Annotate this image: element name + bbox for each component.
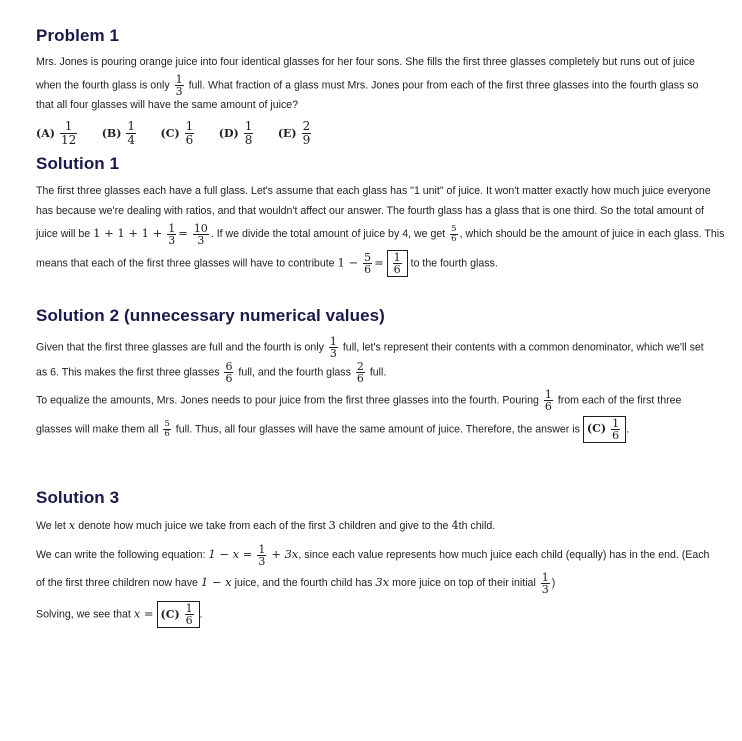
choice-a: (A) $\frac{1}{12}$ xyxy=(36,119,77,148)
fraction-one-third: $\frac{1}{3}$ xyxy=(541,570,549,596)
solution-1-line-4: means that each of the first three glasses will have to contribute 1 − $\frac{5}{6}$ = $\frac{1}{6}$ to the fourth glass. xyxy=(36,251,498,276)
solution-3-line-1: We let x denote how much juice we take from each of the first 3 children and give to the 4th child. xyxy=(36,518,496,532)
fraction-one-third: $\frac{1}{3}$ xyxy=(168,221,176,247)
choice-b: (B) $\frac{1}{4}$ xyxy=(101,119,136,148)
problem-title: Problem 1 xyxy=(36,26,120,45)
fraction-ten-thirds: $\frac{10}{3}$ xyxy=(193,221,208,247)
solution-3-line-3: of the first three children now have 1 − x juice, and the fourth child has 3x more juice on top of their initial $\frac{1}{3}$ ) xyxy=(36,570,556,596)
solution-2-line-2: as 6. This makes the first three glasses $\frac{6}{6}$ full, and the fourth glass $\frac{2}{6}$ full. xyxy=(36,360,387,386)
answer-choices xyxy=(36,120,726,147)
boxed-answer: (C) $\frac{1}{6}$ xyxy=(157,601,200,628)
fraction-one-third: $\frac{1}{3}$ xyxy=(175,73,183,98)
solution-2-title: Solution 2 (unnecessary numerical values) xyxy=(36,306,385,325)
solution-2-line-3: To equalize the amounts, Mrs. Jones needs to pour juice from the first three glasses into the fourth. Pouring $\frac{1}{6}$ from each of the first three xyxy=(36,387,682,413)
solution-2-line-4: glasses will make them all $\frac{5}{6}$ full. Thus, all four glasses will have the same amount of juice. Therefore, the answer is (C) $\frac{1}{6}$ . xyxy=(36,416,630,442)
solution-1-line-2: has because we're dealing with ratios, and that wouldn't affect our answer. The fourth glass has a glass that is one third. So the total amount of xyxy=(36,205,704,217)
boxed-answer: (C) $\frac{1}{6}$ xyxy=(583,416,626,443)
fraction-five-sixths: $\frac{5}{6}$ xyxy=(451,223,457,244)
fraction-one-third: $\frac{1}{3}$ xyxy=(258,542,266,568)
solution-2-line-1: Given that the first three glasses are full and the fourth is only $\frac{1}{3}$ full, let's represent their contents with a common denominator, which we'll set xyxy=(36,335,704,360)
problem-line-2b: full. What fraction of a glass must Mrs. Jones pour from each of the first three glasses into the fourth glass so xyxy=(188,79,699,92)
problem-line-2 xyxy=(36,74,726,97)
solution-3-title: Solution 3 xyxy=(36,488,120,507)
problem-line-1: Mrs. Jones is pouring orange juice into four identical glasses for her four sons. She fills the first three glasses completely but runs out of juice xyxy=(36,56,695,68)
problem-line-2a: when the fourth glass is only xyxy=(36,79,170,92)
fraction-five-sixths: $\frac{5}{6}$ xyxy=(364,251,372,276)
solution-1-line-1: The first three glasses each have a full glass. Let's assume that each glass has "1 unit" of juice. It won't matter exactly how much juice everyone xyxy=(36,185,711,197)
solution-3-line-4: Solving, we see that x = (C) $\frac{1}{6}$ . xyxy=(36,602,203,627)
solution-3-section xyxy=(36,488,726,628)
choice-c: (C) $\frac{1}{6}$ xyxy=(160,119,194,148)
choice-e: (E) $\frac{2}{9}$ xyxy=(277,119,311,148)
choice-d: (D) $\frac{1}{8}$ xyxy=(218,119,253,148)
problem-line-3: that all four glasses will have the same amount of juice? xyxy=(36,99,299,112)
fraction-five-sixths: $\frac{5}{6}$ xyxy=(164,418,170,439)
boxed-answer: $\frac{1}{6}$ xyxy=(387,250,408,277)
fraction-one-third: $\frac{1}{3}$ xyxy=(329,335,337,360)
fraction-two-sixths: $\frac{2}{6}$ xyxy=(356,360,364,386)
solution-1-title: Solution 1 xyxy=(36,154,120,173)
solution-1-line-3: juice will be 1 + 1 + 1 + $\frac{1}{3}$ = $\frac{10}{3}$ . If we divide the total amount of juice by 4, we get $\frac{5}{6}$ , which should be the amount of juice in each glass. This xyxy=(36,221,725,247)
solution-2-section xyxy=(36,306,726,443)
solution-1-section xyxy=(36,154,726,277)
solution-3-line-2: We can write the following equation: 1 − x = $\frac{1}{3}$ + 3x, since each value represents how much juice each child (equally) has in the end. (Each xyxy=(36,542,710,568)
fraction-one-sixth: $\frac{1}{6}$ xyxy=(544,387,552,413)
fraction-six-sixths: $\frac{6}{6}$ xyxy=(225,360,233,386)
problem-section xyxy=(36,26,726,147)
